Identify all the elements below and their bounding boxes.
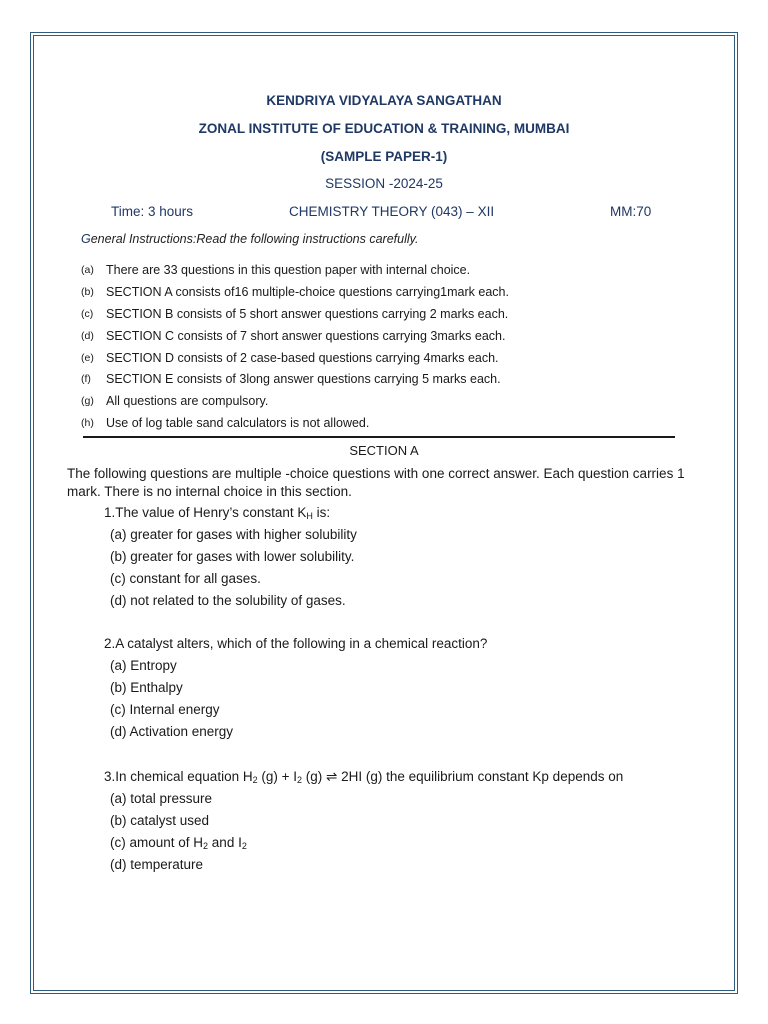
list-item: (a) There are 33 questions in this question paper with internal choice. (81, 262, 471, 277)
question-1-option-d: (d) not related to the solubility of gases. (110, 593, 346, 608)
section-a-intro: The following questions are multiple -choice questions with one correct answer. Each question carries 1 mark. There is no internal choice in this section. (67, 466, 685, 499)
list-item: (h) Use of log table sand calculators is not allowed. (81, 416, 370, 431)
list-item: (e) SECTION D consists of 2 case-based questions carrying 4marks each. (81, 350, 499, 365)
question-3-option-c: (c) amount of $H_2$ and $I_2$ (110, 835, 247, 851)
question-2-option-a: (a) Entropy (110, 658, 177, 673)
question-1 (104, 502, 357, 612)
list-item: (g) All questions are compulsory. (81, 394, 269, 409)
question-1-option-a: (a) greater for gases with higher solubility (110, 527, 357, 542)
question-3 (104, 766, 623, 876)
list-item: (f) SECTION E consists of 3long answer questions carrying 5 marks each. (81, 372, 501, 387)
question-3-text: 3.In chemical equation $H_2$ $(g) + I_2$ (g) ⇌ 2HI (g) the equilibrium constant Kp depends on (104, 769, 624, 785)
question-2-option-c: (c) Internal energy (110, 702, 220, 717)
section-divider (83, 436, 675, 438)
marks-label: MM:70 (610, 204, 652, 219)
question-1-option-b: (b) greater for gases with lower solubility. (110, 549, 355, 564)
question-2-text: 2.A catalyst alters, which of the following in a chemical reaction? (104, 636, 488, 651)
instructions-title: General Instructions:Read the following instructions carefully. (81, 232, 419, 246)
list-item: (d) SECTION C consists of 7 short answer questions carrying 3marks each. (81, 328, 506, 343)
list-item: (c) SECTION B consists of 5 short answer questions carrying 2 marks each. (81, 306, 509, 321)
question-2-option-d: (d) Activation energy (110, 724, 234, 739)
instructions-list (81, 259, 701, 434)
institute-name: ZONAL INSTITUTE OF EDUCATION & TRAINING, MUMBAI (198, 121, 570, 136)
question-3-option-d: (d) temperature (110, 857, 204, 872)
subject-label: CHEMISTRY THEORY (043) – XII (289, 204, 495, 219)
org-name: KENDRIYA VIDYALAYA SANGATHAN (266, 93, 502, 108)
question-1-text: 1.The value of Henry’s constant $K_H$ is: (104, 505, 331, 521)
session-label: SESSION -2024-25 (325, 176, 443, 191)
paper-title: (SAMPLE PAPER-1) (320, 149, 448, 164)
question-1-option-c: (c) constant for all gases. (110, 571, 261, 586)
question-2-option-b: (b) Enthalpy (110, 680, 183, 695)
section-a-title: SECTION A (349, 443, 419, 458)
question-3-option-a: (a) total pressure (110, 791, 213, 806)
time-label: Time: 3 hours (111, 204, 194, 219)
list-item: (b) SECTION A consists of16 multiple-choice questions carrying1mark each. (81, 284, 509, 299)
question-3-option-b: (b) catalyst used (110, 813, 210, 828)
question-2 (104, 633, 487, 743)
